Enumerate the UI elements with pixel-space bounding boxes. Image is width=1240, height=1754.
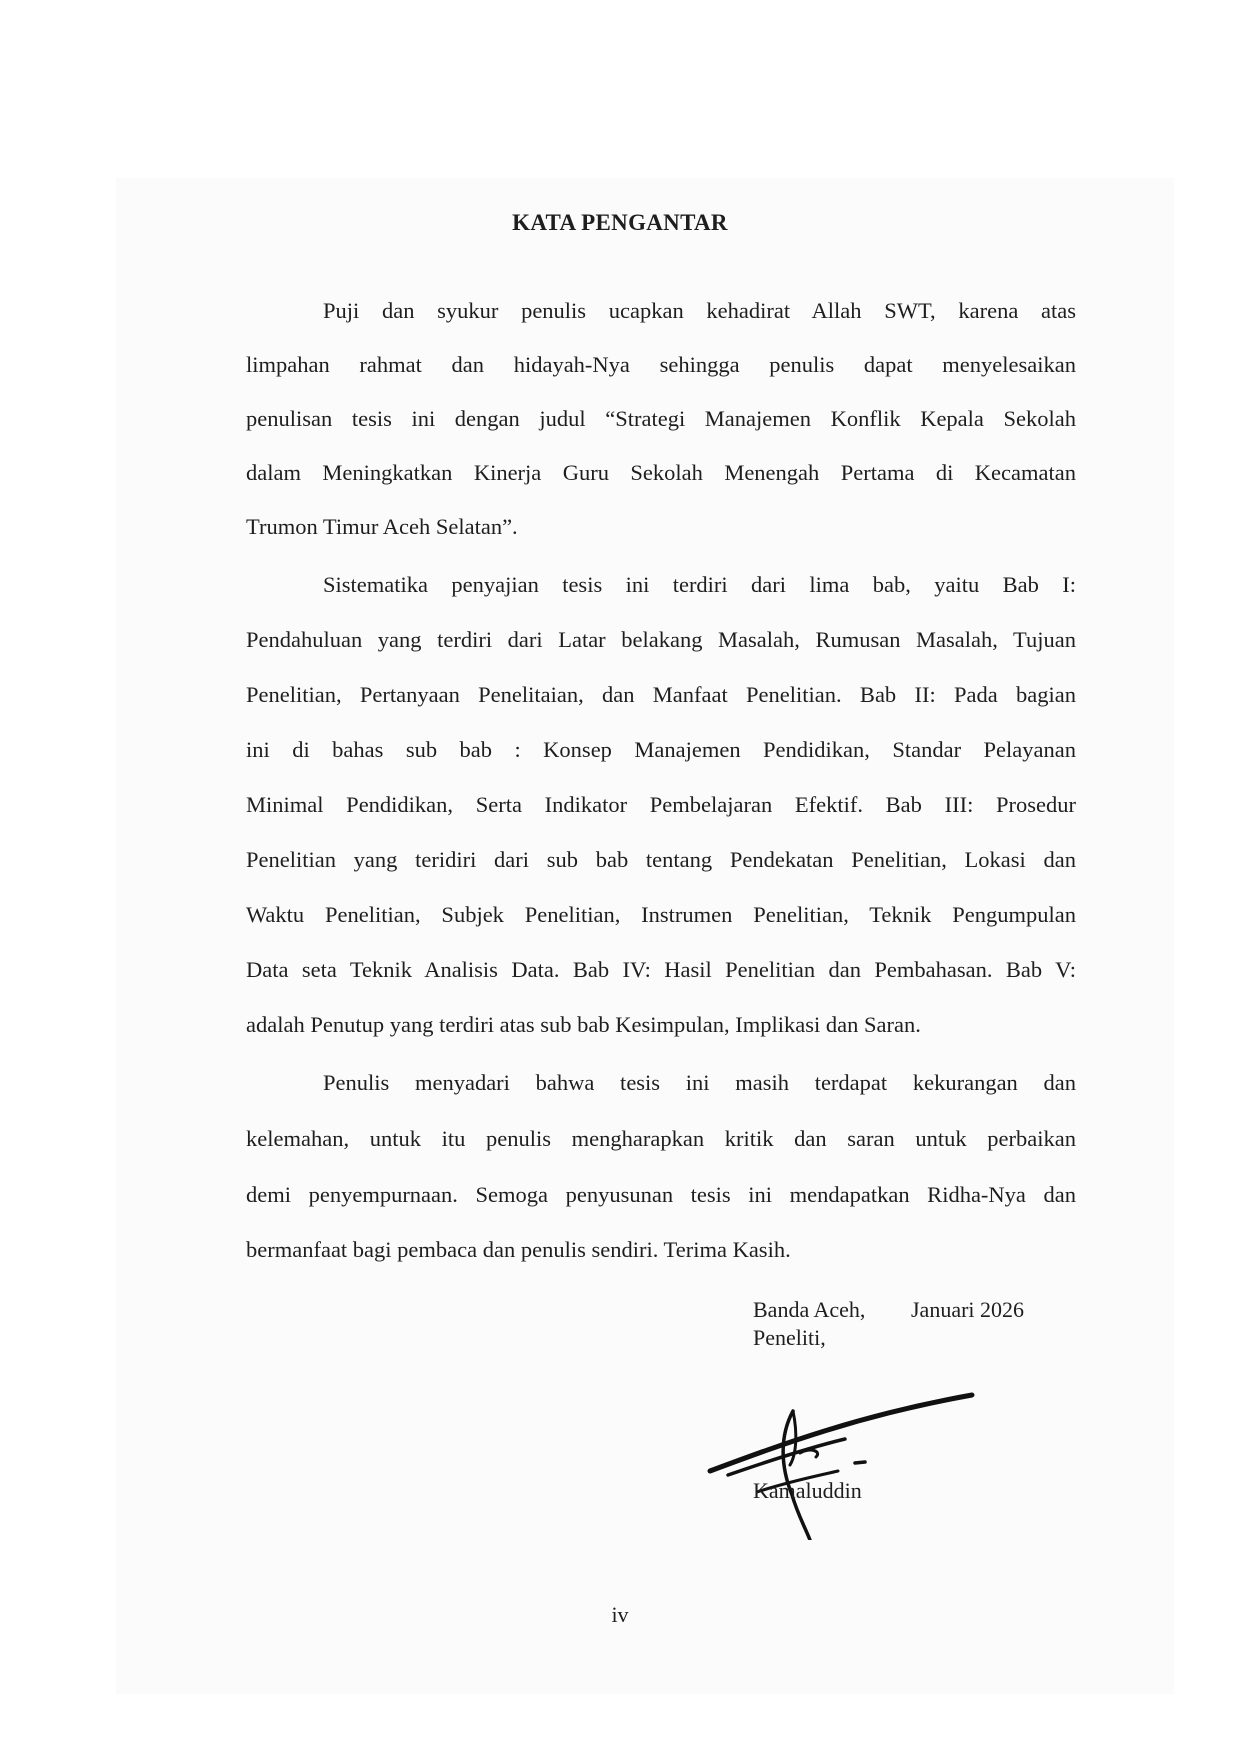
text-line: adalah Penutup yang terdiri atas sub bab Kesimpulan, Implikasi dan Saran. <box>246 1012 921 1037</box>
text-line: dalam Meningkatkan Kinerja Guru Sekolah Menengah Pertama di Kecamatan <box>246 460 1076 485</box>
text-line: Penelitian, Pertanyaan Penelitaian, dan Manfaat Penelitian. Bab II: Pada bagian <box>246 682 1076 707</box>
page-number: iv <box>611 1602 629 1627</box>
text-line: demi penyempurnaan. Semoga penyusunan tesis ini mendapatkan Ridha-Nya dan <box>246 1182 1076 1207</box>
closing-place: Banda Aceh, <box>753 1297 866 1322</box>
text-line: Puji dan syukur penulis ucapkan kehadirat Allah SWT, karena atas <box>323 298 1076 323</box>
text-line: ini di bahas sub bab : Konsep Manajemen Pendidikan, Standar Pelayanan <box>246 737 1076 762</box>
text-line: Pendahuluan yang terdiri dari Latar belakang Masalah, Rumusan Masalah, Tujuan <box>246 627 1076 652</box>
text-line: Penelitian yang teridiri dari sub bab tentang Pendekatan Penelitian, Lokasi dan <box>246 847 1076 872</box>
text-line: Waktu Penelitian, Subjek Penelitian, Instrumen Penelitian, Teknik Pengumpulan <box>246 902 1076 927</box>
text-line: Data seta Teknik Analisis Data. Bab IV: Hasil Penelitian dan Pembahasan. Bab V: <box>246 957 1076 982</box>
text-line: limpahan rahmat dan hidayah-Nya sehingga penulis dapat menyelesaikan <box>246 352 1076 377</box>
text-line: Minimal Pendidikan, Serta Indikator Pembelajaran Efektif. Bab III: Prosedur <box>246 792 1076 817</box>
text-line: penulisan tesis ini dengan judul “Strategi Manajemen Konflik Kepala Sekolah <box>246 406 1076 431</box>
page-title: KATA PENGANTAR <box>512 210 728 235</box>
text-line: bermanfaat bagi pembaca dan penulis sendiri. Terima Kasih. <box>246 1237 791 1262</box>
text-line: kelemahan, untuk itu penulis mengharapkan kritik dan saran untuk perbaikan <box>246 1126 1076 1151</box>
text-line: Trumon Timur Aceh Selatan”. <box>246 514 518 539</box>
text-line: Sistematika penyajian tesis ini terdiri dari lima bab, yaitu Bab I: <box>323 572 1076 597</box>
signer-name: Kamaluddin <box>753 1478 862 1503</box>
text-line: Penulis menyadari bahwa tesis ini masih terdapat kekurangan dan <box>323 1070 1076 1095</box>
handwritten-signature-icon <box>700 1375 1000 1540</box>
closing-role: Peneliti, <box>753 1325 826 1350</box>
closing-date: Januari 2026 <box>911 1297 1025 1322</box>
